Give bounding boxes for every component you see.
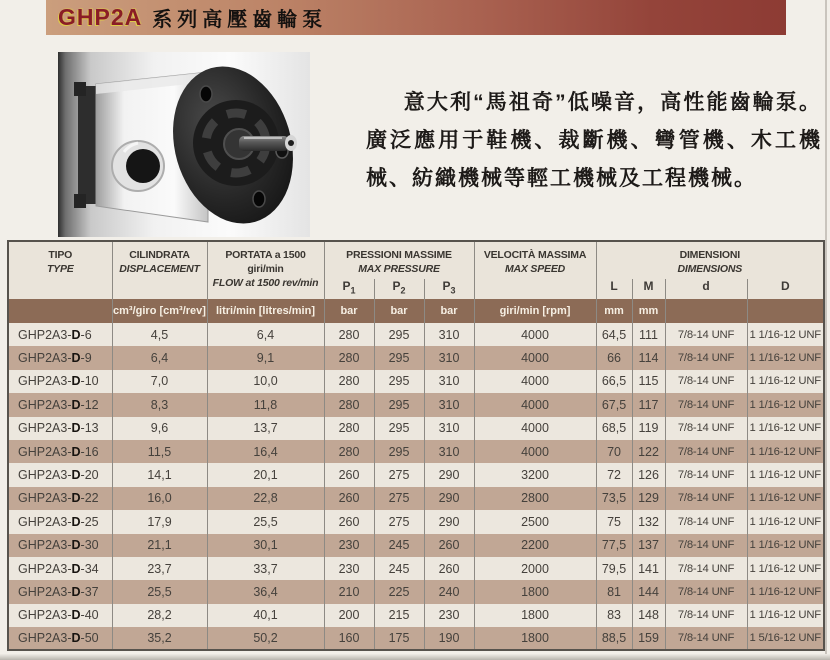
- value-cell: 7/8-14 UNF: [665, 393, 747, 416]
- value-cell: 1 1/16-12 UNF: [747, 463, 824, 486]
- value-cell: 1 1/16-12 UNF: [747, 487, 824, 510]
- value-cell: 1 1/16-12 UNF: [747, 534, 824, 557]
- value-cell: 260: [424, 557, 474, 580]
- value-cell: 33,7: [207, 557, 324, 580]
- value-cell: 280: [324, 440, 374, 463]
- value-cell: 73,5: [596, 487, 632, 510]
- value-cell: 290: [424, 463, 474, 486]
- value-cell: 11,8: [207, 393, 324, 416]
- unit-row: [8, 299, 824, 323]
- value-cell: 310: [424, 323, 474, 346]
- value-cell: 3200: [474, 463, 596, 486]
- value-cell: 240: [424, 580, 474, 603]
- model-cell: GHP2A3-D-25: [8, 510, 112, 533]
- value-cell: 129: [632, 487, 665, 510]
- value-cell: 159: [632, 627, 665, 650]
- model-cell: GHP2A3-D-12: [8, 393, 112, 416]
- value-cell: 290: [424, 487, 474, 510]
- value-cell: 77,5: [596, 534, 632, 557]
- value-cell: 2000: [474, 557, 596, 580]
- value-cell: 7/8-14 UNF: [665, 604, 747, 627]
- value-cell: 295: [374, 346, 424, 369]
- model-cell: GHP2A3-D-13: [8, 417, 112, 440]
- value-cell: 25,5: [112, 580, 207, 603]
- value-cell: 83: [596, 604, 632, 627]
- value-cell: 310: [424, 393, 474, 416]
- unit-cell: bar: [424, 299, 474, 323]
- value-cell: 280: [324, 346, 374, 369]
- subcol-p1: $P_1$: [324, 279, 374, 299]
- value-cell: 275: [374, 463, 424, 486]
- value-cell: 260: [324, 487, 374, 510]
- col-header-tipo: [8, 241, 112, 299]
- value-cell: 72: [596, 463, 632, 486]
- subcol-p3: $P_3$: [424, 279, 474, 299]
- value-cell: 1800: [474, 627, 596, 650]
- value-cell: 7/8-14 UNF: [665, 346, 747, 369]
- value-cell: 117: [632, 393, 665, 416]
- value-cell: 10,0: [207, 370, 324, 393]
- value-cell: 88,5: [596, 627, 632, 650]
- scan-right-edge: [825, 0, 827, 660]
- value-cell: 225: [374, 580, 424, 603]
- value-cell: 75: [596, 510, 632, 533]
- value-cell: 23,7: [112, 557, 207, 580]
- header-label: DIMENSIONI: [679, 249, 740, 261]
- value-cell: 22,8: [207, 487, 324, 510]
- value-cell: 35,2: [112, 627, 207, 650]
- value-cell: 275: [374, 510, 424, 533]
- value-cell: 79,5: [596, 557, 632, 580]
- unit-cell: [8, 299, 112, 323]
- value-cell: 115: [632, 370, 665, 393]
- value-cell: 119: [632, 417, 665, 440]
- value-cell: 295: [374, 370, 424, 393]
- value-cell: 66: [596, 346, 632, 369]
- value-cell: 310: [424, 417, 474, 440]
- gear-pump-photo: [58, 52, 310, 237]
- subcol-d-small: d: [665, 279, 747, 299]
- value-cell: 2200: [474, 534, 596, 557]
- table-row: [8, 604, 824, 627]
- spec-table: [7, 240, 825, 651]
- value-cell: 4,5: [112, 323, 207, 346]
- value-cell: 190: [424, 627, 474, 650]
- value-cell: 260: [324, 463, 374, 486]
- table-row: [8, 346, 824, 369]
- model-cell: GHP2A3-D-34: [8, 557, 112, 580]
- value-cell: 2500: [474, 510, 596, 533]
- value-cell: 1 5/16-12 UNF: [747, 627, 824, 650]
- value-cell: 160: [324, 627, 374, 650]
- value-cell: 20,1: [207, 463, 324, 486]
- header-label-en: FLOW at 1500 rev/min: [212, 277, 319, 289]
- value-cell: 4000: [474, 323, 596, 346]
- value-cell: 215: [374, 604, 424, 627]
- value-cell: 67,5: [596, 393, 632, 416]
- value-cell: 310: [424, 370, 474, 393]
- header-label: TIPO: [48, 249, 73, 261]
- value-cell: 310: [424, 440, 474, 463]
- value-cell: 111: [632, 323, 665, 346]
- value-cell: 245: [374, 557, 424, 580]
- value-cell: 1 1/16-12 UNF: [747, 323, 824, 346]
- value-cell: 4000: [474, 417, 596, 440]
- col-header-pressioni: [324, 241, 474, 279]
- value-cell: 17,9: [112, 510, 207, 533]
- value-cell: 1 1/16-12 UNF: [747, 346, 824, 369]
- table-row: [8, 487, 824, 510]
- model-cell: GHP2A3-D-30: [8, 534, 112, 557]
- value-cell: 295: [374, 417, 424, 440]
- value-cell: 7/8-14 UNF: [665, 534, 747, 557]
- value-cell: 275: [374, 487, 424, 510]
- value-cell: 1 1/16-12 UNF: [747, 557, 824, 580]
- subcol-l: L: [596, 279, 632, 299]
- header-label-en: DIMENSIONS: [677, 263, 743, 275]
- value-cell: 14,1: [112, 463, 207, 486]
- value-cell: 7/8-14 UNF: [665, 463, 747, 486]
- value-cell: 16,4: [207, 440, 324, 463]
- value-cell: 81: [596, 580, 632, 603]
- value-cell: 6,4: [112, 346, 207, 369]
- table-row: [8, 557, 824, 580]
- value-cell: 280: [324, 370, 374, 393]
- table-row: [8, 370, 824, 393]
- table-row: [8, 440, 824, 463]
- unit-cell: litri/min [litres/min]: [207, 299, 324, 323]
- model-cell: GHP2A3-D-22: [8, 487, 112, 510]
- unit-cell: bar: [374, 299, 424, 323]
- value-cell: 260: [324, 510, 374, 533]
- value-cell: 16,0: [112, 487, 207, 510]
- value-cell: 7/8-14 UNF: [665, 370, 747, 393]
- unit-cell: [665, 299, 747, 323]
- value-cell: 295: [374, 440, 424, 463]
- value-cell: 7/8-14 UNF: [665, 417, 747, 440]
- model-cell: GHP2A3-D-9: [8, 346, 112, 369]
- subcol-m: M: [632, 279, 665, 299]
- value-cell: 144: [632, 580, 665, 603]
- value-cell: 280: [324, 323, 374, 346]
- table-row: [8, 393, 824, 416]
- value-cell: 7/8-14 UNF: [665, 323, 747, 346]
- value-cell: 4000: [474, 370, 596, 393]
- value-cell: 11,5: [112, 440, 207, 463]
- table-row: [8, 627, 824, 650]
- model-cell: GHP2A3-D-37: [8, 580, 112, 603]
- value-cell: 64,5: [596, 323, 632, 346]
- value-cell: 280: [324, 393, 374, 416]
- table-row: [8, 323, 824, 346]
- value-cell: 6,4: [207, 323, 324, 346]
- model-cell: GHP2A3-D-20: [8, 463, 112, 486]
- unit-cell: mm: [632, 299, 665, 323]
- value-cell: 13,7: [207, 417, 324, 440]
- value-cell: 137: [632, 534, 665, 557]
- value-cell: 21,1: [112, 534, 207, 557]
- header-label: VELOCITÀ MASSIMA: [483, 249, 587, 261]
- unit-cell: cm³/giro [cm³/rev]: [112, 299, 207, 323]
- value-cell: 310: [424, 346, 474, 369]
- table-row: [8, 463, 824, 486]
- value-cell: 7,0: [112, 370, 207, 393]
- value-cell: 2800: [474, 487, 596, 510]
- unit-cell: [747, 299, 824, 323]
- value-cell: 230: [324, 534, 374, 557]
- title-banner: [46, 0, 786, 35]
- header-label-en: MAX PRESSURE: [358, 263, 440, 275]
- table-row: [8, 510, 824, 533]
- value-cell: 66,5: [596, 370, 632, 393]
- unit-cell: bar: [324, 299, 374, 323]
- value-cell: 245: [374, 534, 424, 557]
- value-cell: 1 1/16-12 UNF: [747, 440, 824, 463]
- header-label-en: MAX SPEED: [504, 263, 566, 275]
- value-cell: 175: [374, 627, 424, 650]
- value-cell: 1 1/16-12 UNF: [747, 604, 824, 627]
- value-cell: 230: [324, 557, 374, 580]
- value-cell: 7/8-14 UNF: [665, 487, 747, 510]
- model-cell: GHP2A3-D-16: [8, 440, 112, 463]
- value-cell: 7/8-14 UNF: [665, 580, 747, 603]
- description-text: 意大利“馬祖奇”低噪音，高性能齒輪泵。廣泛應用于鞋機、裁斷機、彎管機、木工機械、紡織機械等輕工機械及工程機械。: [366, 91, 822, 190]
- subcol-d-big: D: [747, 279, 824, 299]
- unit-cell: mm: [596, 299, 632, 323]
- value-cell: 126: [632, 463, 665, 486]
- model-cell: GHP2A3-D-10: [8, 370, 112, 393]
- value-cell: 148: [632, 604, 665, 627]
- value-cell: 141: [632, 557, 665, 580]
- series-code: GHP2A: [58, 4, 143, 30]
- table-body: [8, 323, 824, 650]
- value-cell: 4000: [474, 393, 596, 416]
- value-cell: 132: [632, 510, 665, 533]
- table-row: [8, 580, 824, 603]
- col-header-dimensioni: [596, 241, 824, 279]
- value-cell: 295: [374, 323, 424, 346]
- value-cell: 70: [596, 440, 632, 463]
- header-label: PORTATA a 1500 giri/min: [225, 249, 306, 275]
- value-cell: 9,6: [112, 417, 207, 440]
- value-cell: 230: [424, 604, 474, 627]
- col-header-velocita: [474, 241, 596, 299]
- header-label: CILINDRATA: [129, 249, 190, 261]
- page-title: 系列高壓齒輪泵: [152, 9, 328, 31]
- value-cell: 7/8-14 UNF: [665, 440, 747, 463]
- value-cell: 295: [374, 393, 424, 416]
- col-header-portata: [207, 241, 324, 299]
- value-cell: 1 1/16-12 UNF: [747, 370, 824, 393]
- model-cell: GHP2A3-D-6: [8, 323, 112, 346]
- value-cell: 9,1: [207, 346, 324, 369]
- model-cell: GHP2A3-D-50: [8, 627, 112, 650]
- value-cell: 7/8-14 UNF: [665, 627, 747, 650]
- value-cell: 4000: [474, 440, 596, 463]
- value-cell: 1800: [474, 604, 596, 627]
- value-cell: 122: [632, 440, 665, 463]
- value-cell: 40,1: [207, 604, 324, 627]
- value-cell: 36,4: [207, 580, 324, 603]
- table-row: [8, 534, 824, 557]
- unit-cell: giri/min [rpm]: [474, 299, 596, 323]
- value-cell: 50,2: [207, 627, 324, 650]
- value-cell: 1 1/16-12 UNF: [747, 393, 824, 416]
- value-cell: 210: [324, 580, 374, 603]
- header-row-groups: [8, 241, 824, 279]
- value-cell: 290: [424, 510, 474, 533]
- value-cell: 260: [424, 534, 474, 557]
- value-cell: 7/8-14 UNF: [665, 557, 747, 580]
- value-cell: 1800: [474, 580, 596, 603]
- header-label-en: DISPLACEMENT: [119, 263, 200, 275]
- value-cell: 4000: [474, 346, 596, 369]
- header-label-en: TYPE: [46, 263, 74, 275]
- col-header-cilindrata: [112, 241, 207, 299]
- value-cell: 1 1/16-12 UNF: [747, 580, 824, 603]
- value-cell: 7/8-14 UNF: [665, 510, 747, 533]
- value-cell: 68,5: [596, 417, 632, 440]
- header-label: PRESSIONI MASSIME: [346, 249, 452, 261]
- value-cell: 1 1/16-12 UNF: [747, 417, 824, 440]
- value-cell: 25,5: [207, 510, 324, 533]
- scan-bottom-shadow: [0, 654, 830, 660]
- value-cell: 280: [324, 417, 374, 440]
- value-cell: 114: [632, 346, 665, 369]
- value-cell: 28,2: [112, 604, 207, 627]
- subcol-p2: $P_2$: [374, 279, 424, 299]
- table-row: [8, 417, 824, 440]
- value-cell: 1 1/16-12 UNF: [747, 510, 824, 533]
- model-cell: GHP2A3-D-40: [8, 604, 112, 627]
- value-cell: 30,1: [207, 534, 324, 557]
- value-cell: 200: [324, 604, 374, 627]
- value-cell: 8,3: [112, 393, 207, 416]
- gear-pump-illustration: [58, 52, 310, 237]
